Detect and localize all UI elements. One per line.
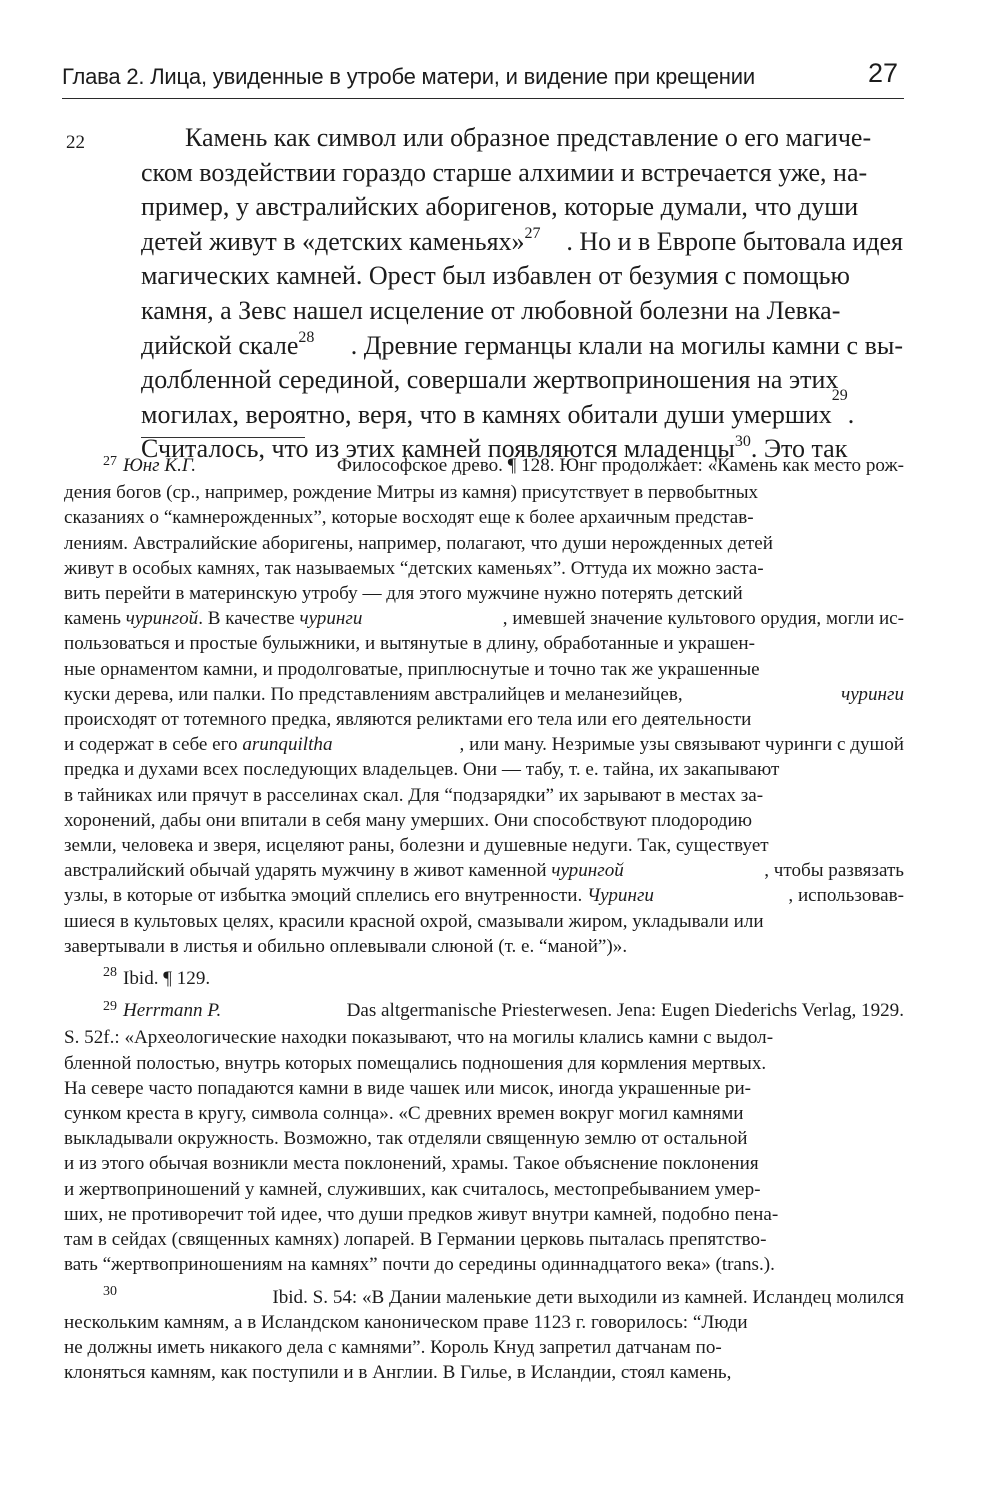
text-line: шиеся в культовых целях, красили красной охрой, смазывали жиром, укладывали или <box>64 910 764 932</box>
page-number: 27 <box>867 58 898 88</box>
text-line: магических камней. Орест был избавлен от безумия с помощью <box>141 261 850 291</box>
text-line: бленной полостью, внутрь которых помещались подношения для кормления мертвых. <box>64 1052 767 1074</box>
text-line: ском воздействии гораздо старше алхимии и встречается уже, на- <box>141 157 868 187</box>
footnote-ref[interactable]: 28 <box>298 328 315 346</box>
footnote-ref[interactable]: 27 <box>524 225 541 243</box>
text-line: дения богов (ср., например, рождение Митры из камня) присутствует в первобытных <box>64 482 759 504</box>
text-fragment: Считалось, что из этих камней появляются младенцы <box>141 434 735 464</box>
text-fragment: узлы, в которые от избытка эмоций сплелись его внутренности. <box>64 885 587 907</box>
text-fragment: Das altgermanische Priesterwesen. Jena: Eugen Diederichs Verlag, 1929. <box>341 1000 904 1022</box>
text-line <box>141 386 903 433</box>
text-line <box>64 732 904 757</box>
chapter-title: Глава 2. Лица, увиденные в утробе матери, и видение при крещении <box>62 64 755 89</box>
author-name: Юнг К.Г. <box>123 455 197 476</box>
text-fragment: Философское древо. ¶ 128. Юнг продолжает: «Камень как место рож- <box>332 455 904 476</box>
text-line <box>141 329 903 364</box>
italic-term: чурингой <box>125 608 199 630</box>
text-line: нескольким камням, а в Исландском каноническом праве 1123 г. говорилось: “Люди <box>64 1311 748 1333</box>
text-line: вить перейти в материнскую утробу — для этого мужчине нужно потерять детский <box>64 583 743 605</box>
text-line: происходят от тотемного предка, являются реликтами его тела или его деятельности <box>64 709 752 731</box>
text-line: и жертвоприношений у камней, служивших, как считалось, местопребыванием умер- <box>64 1178 761 1200</box>
text-fragment: , или ману. Незримые узы связывают чуринги с душой <box>459 734 904 756</box>
text-fragment: куски дерева, или палки. По представлениям австралийцев и меланезийцев, <box>64 683 688 705</box>
italic-term: чуринги <box>841 683 904 705</box>
text-fragment: австралийский обычай ударять мужчину в живот каменной <box>64 860 552 882</box>
text-line: пользоваться и простые булыжники, и вытянутые в длину, обработанные и украшен- <box>64 633 755 655</box>
text-line: предка и духами всех последующих владельцев. Они — табу, т. е. тайна, их закапывают <box>64 759 780 781</box>
footnote-29 <box>64 998 904 1277</box>
footnote-number: 27 <box>103 454 117 469</box>
text-line <box>64 966 904 991</box>
text-fragment: камень <box>64 608 126 630</box>
text-fragment: и содержат в себе его <box>64 734 243 756</box>
italic-term: чурингой <box>551 860 624 882</box>
main-text <box>141 121 903 467</box>
text-line: там в сейдах (священных камнях) лопарей. В Германии церковь пыталась препятство- <box>64 1229 767 1251</box>
text-line: лениям. Австралийские аборигены, например, полагают, что души нерожденных детей <box>64 532 773 554</box>
text-line: клоняться камням, как поступили и в Англии. В Гилье, в Исландии, стоял камень, <box>64 1362 732 1384</box>
text-line: живут в особых камнях, так называемых “детских каменьях”. Оттуда их можно заста- <box>64 557 764 579</box>
text-line: не должны иметь никакого дела с камнями”. Король Кнуд запретил датчанам по- <box>64 1336 722 1358</box>
author-name: Herrmann P. <box>123 1000 222 1022</box>
footnote-separator <box>141 437 305 438</box>
text-line: S. 52f.: «Археологические находки показывают, что на могилы клались камни с выдол- <box>64 1027 774 1049</box>
italic-term: Чуринги <box>587 885 654 907</box>
footnote-number: 29 <box>103 999 117 1015</box>
footnote-27 <box>64 453 904 959</box>
italic-term: arunquiltha <box>242 734 333 756</box>
text-line: сказаниях о “камнерожденных”, которые восходят еще к более архаичным представ- <box>64 507 754 529</box>
text-line <box>64 858 904 883</box>
text-line: хоронений, дабы они впитали в себя ману умерших. Они способствуют плодородию <box>64 809 753 831</box>
paragraph-number: 22 <box>66 132 85 153</box>
footnote-number: 30 <box>103 1283 117 1299</box>
text-fragment: могилах, вероятно, веря, что в камнях обитали души умерших <box>141 399 832 429</box>
text-fragment: , использовав- <box>788 885 904 907</box>
text-fragment: детей живут в «детских каменьях» <box>141 226 525 256</box>
text-fragment: Ibid. ¶ 129. <box>123 968 211 990</box>
text-line: камня, а Зевс нашел исцеление от любовной болезни на Левка- <box>141 295 841 325</box>
text-fragment: . Но и в Европе бытовала идея <box>566 226 903 256</box>
text-line: и из этого обычая возникли места поклонений, храмы. Такое объяснение поклонения <box>64 1153 759 1175</box>
footnote-ref[interactable]: 30 <box>734 432 751 450</box>
text-line: земли, человека и зверя, исцеляют раны, болезни и душевные недуги. Так, существует <box>64 835 769 857</box>
text-fragment: . В качестве <box>198 608 300 630</box>
footnote-number: 28 <box>103 965 117 981</box>
text-line: ших, не противоречит той идее, что души предков живут внутри камней, подобно пена- <box>64 1203 779 1225</box>
footnote-30 <box>64 1285 904 1386</box>
text-line: сунком креста в кругу, символа солнца». «С древних времен вокруг могил камнями <box>64 1103 744 1125</box>
text-line: пример, у австралийских аборигенов, которые думали, что души <box>141 192 859 222</box>
text-fragment: , чтобы развязать <box>764 860 904 882</box>
text-line: выкладывали окружность. Возможно, так отделяли священную землю от остальной <box>64 1128 748 1150</box>
italic-term: чуринги <box>299 608 363 630</box>
text-fragment: , имевшей значение культового орудия, могли ис- <box>502 608 904 630</box>
text-line: На севере часто попадаются камни в виде чашек или мисок, иногда украшенные ри- <box>64 1077 752 1099</box>
text-line <box>64 883 904 908</box>
text-line: долбленной серединой, совершали жертвоприношения на этих <box>141 365 839 395</box>
text-line <box>64 682 904 707</box>
text-line <box>141 225 903 260</box>
footnotes <box>64 453 904 1392</box>
text-line <box>64 453 904 480</box>
footnote-28 <box>64 966 904 991</box>
text-line <box>64 606 904 631</box>
text-line <box>64 1285 904 1310</box>
text-line: Камень как символ или образное представление о его магиче- <box>185 123 872 152</box>
text-fragment: дийской скале <box>141 330 299 360</box>
text-line: вать “жертвоприношениям на камнях” почти до середины одиннадцатого века» (trans.). <box>64 1254 775 1276</box>
text-line: в тайниках или прячут в расселинах скал. Для “подзарядки” их зарывают в местах за- <box>64 784 764 806</box>
footnote-ref[interactable]: 29 <box>831 386 848 404</box>
text-line <box>64 998 904 1025</box>
running-header <box>62 56 904 99</box>
text-fragment: . Это так <box>750 434 848 464</box>
text-fragment: . <box>847 399 855 429</box>
text-line: ные орнаментом камни, и продолговатые, приплюснутые и точно так же украшенные <box>64 658 760 680</box>
text-fragment: Ibid. S. 54: «В Дании маленькие дети выходили из камней. Исландец молился <box>272 1286 904 1308</box>
text-line: завертывали в листья и обильно оплевывали слюной (т. е. “маной”)». <box>64 935 628 957</box>
text-fragment: . Древние германцы клали на могилы камни с вы- <box>350 330 903 360</box>
